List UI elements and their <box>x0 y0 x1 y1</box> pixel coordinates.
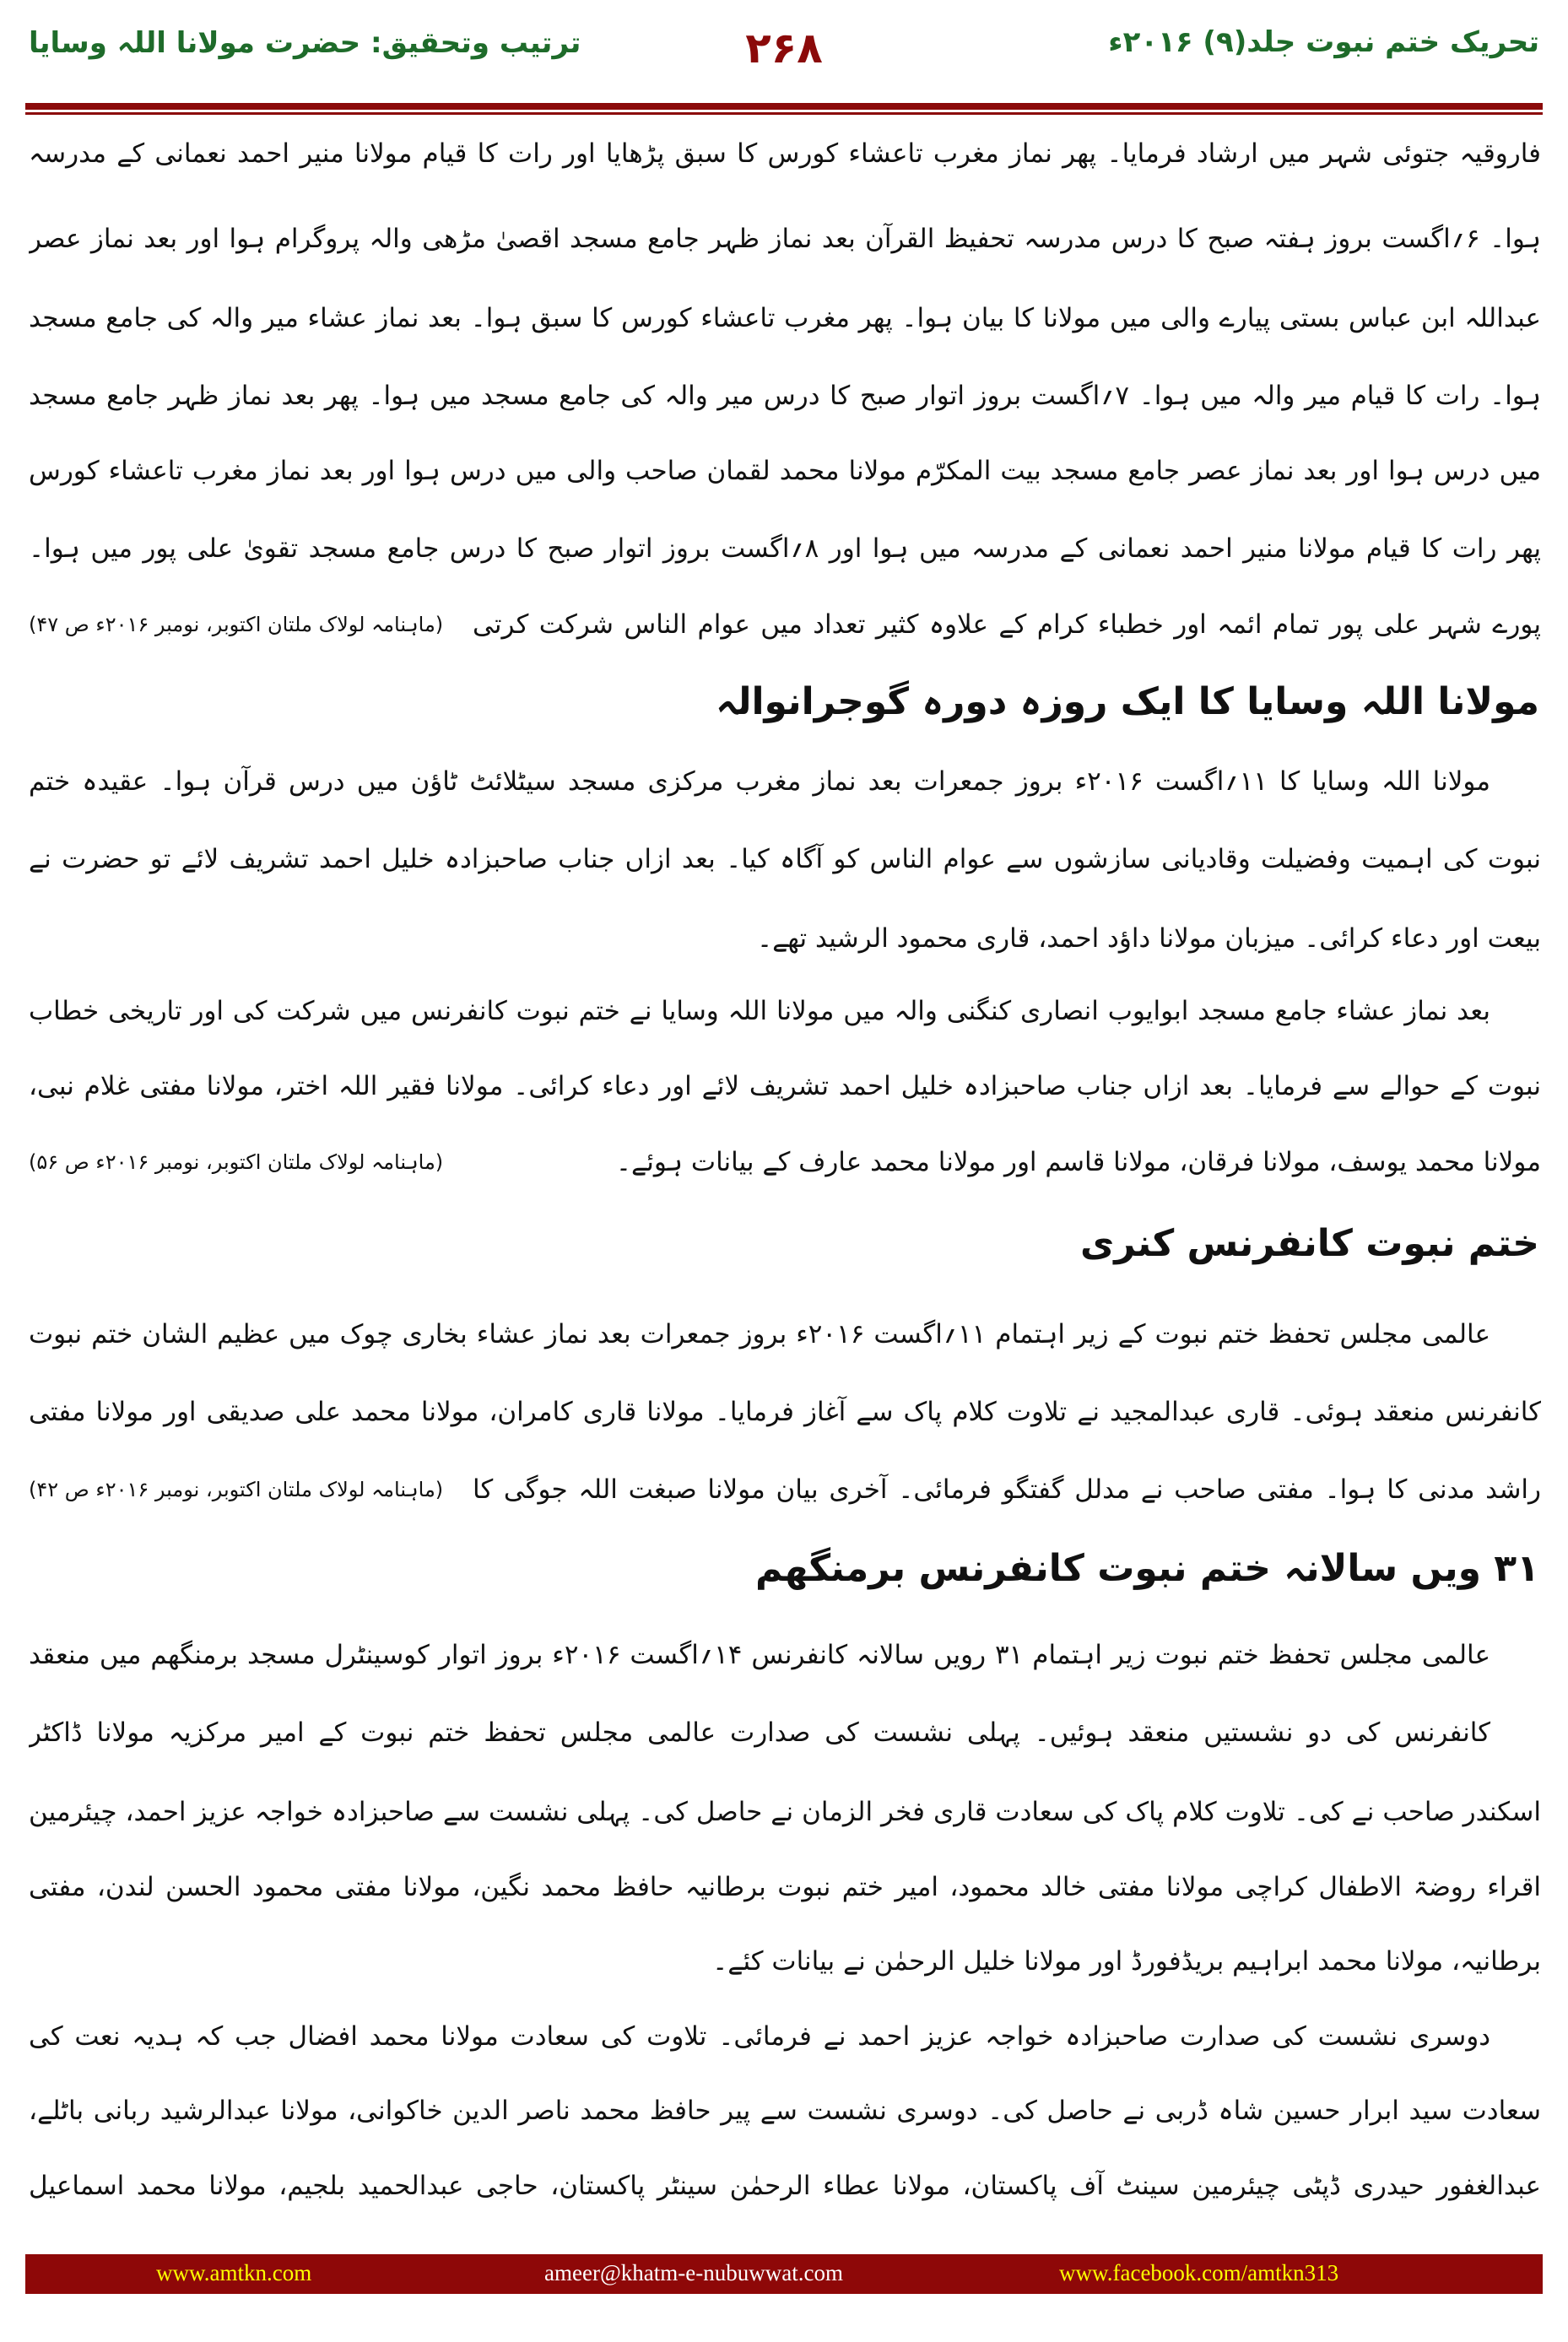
citation: (ماہنامہ لولاک ملتان اکتوبر، نومبر ۲۰۱۶ء ص ۴۲) <box>29 1478 444 1501</box>
section-heading: مولانا اللہ وسایا کا ایک روزہ دورہ گوجرانوالہ <box>716 680 1539 723</box>
book-title: تحریک ختم نبوت جلد(۹) ۲۰۱۶ء <box>1108 25 1539 59</box>
text-line: راشد مدنی کا ہوا۔ مفتی صاحب نے مدلل گفتگو فرمائی۔ آخری بیان مولانا صبغت اللہ جوگی کا <box>473 1474 1541 1505</box>
text-line: کانفرنس منعقد ہوئی۔ قاری عبدالمجید نے تلاوت کلام پاک سے آغاز فرمایا۔ مولانا قاری کامران، مولانا محمد علی صدیقی اور مولانا مفتی <box>29 1397 1541 1427</box>
page-number: ۲۶۸ <box>745 24 823 73</box>
text-line: بیعت اور دعاء کرائی۔ میزبان مولانا داؤد احمد، قاری محمود الرشید تھے۔ <box>756 923 1541 954</box>
text-line: ہوا۔ ۶؍اگست بروز ہفتہ صبح کا درس مدرسہ تحفیظ القرآن بعد نماز ظہر جامع مسجد اقصیٰ مڑھی والہ پروگرام ہوا اور بعد نماز عصر <box>29 224 1541 254</box>
text-line: مولانا محمد یوسف، مولانا فرقان، مولانا قاسم اور مولانا محمد عارف کے بیانات ہوئے۔ <box>615 1147 1541 1177</box>
text-line: مولانا اللہ وسایا کا ۱۱؍اگست ۲۰۱۶ء بروز جمعرات بعد نماز مغرب مرکزی مسجد سیٹلائٹ ٹاؤن میں درس قرآن ہوا۔ عقیدہ ختم <box>29 766 1491 797</box>
email-link[interactable]: ameer@khatm-e-nubuwwat.com <box>544 2260 843 2285</box>
footer-bar <box>25 2254 1543 2294</box>
text-line: ہوا۔ رات کا قیام میر والہ میں ہوا۔ ۷؍اگست بروز اتوار صبح کا درس میر والہ کی جامع مسجد میں ہوا۔ پھر بعد نماز ظہر جامع مسجد <box>29 381 1541 411</box>
text-line: فاروقیہ جتوئی شہر میں ارشاد فرمایا۔ پھر نماز مغرب تاعشاء کورس کا سبق پڑھایا اور رات کا قیام مولانا منیر احمد نعمانی کے مدرسہ <box>29 138 1541 169</box>
text-line: اسکندر صاحب نے کی۔ تلاوت کلام پاک کی سعادت قاری فخر الزمان نے حاصل کی۔ پہلی نشست سے صاحبزادہ خواجہ عزیز احمد، چیئرمین <box>29 1797 1541 1827</box>
website-link[interactable]: www.amtkn.com <box>156 2260 312 2285</box>
text-line: عبداللہ ابن عباس بستی پیارے والی میں مولانا کا بیان ہوا۔ پھر مغرب تاعشاء کورس کا سبق ہوا۔ بعد نماز عشاء میر والہ کی جامع مسجد <box>29 303 1541 333</box>
compiler-credit: ترتیب وتحقیق: حضرت مولانا اللہ وسایا <box>29 26 581 60</box>
text-line: بعد نماز عشاء جامع مسجد ابوایوب انصاری کنگنی والہ میں مولانا اللہ وسایا نے ختم نبوت کانفرنس میں شرکت کی اور تاریخی خطاب <box>29 996 1490 1026</box>
citation: (ماہنامہ لولاک ملتان اکتوبر، نومبر ۲۰۱۶ء ص ۴۷) <box>29 613 444 636</box>
facebook-link[interactable]: www.facebook.com/amtkn313 <box>1059 2260 1339 2285</box>
text-line: نبوت کی اہمیت وفضیلت وقادیانی سازشوں سے عوام الناس کو آگاہ کیا۔ بعد ازاں جناب صاحبزادہ خلیل احمد تشریف لائے تو حضرت نے <box>29 844 1541 874</box>
text-line: عبدالغفور حیدری ڈپٹی چیئرمین سینٹ آف پاکستان، مولانا عطاء الرحمٰن سینٹر پاکستان، حاجی عبدالحمید بلجیم، مولانا محمد اسماعیل <box>29 2171 1541 2201</box>
section-heading: ختم نبوت کانفرنس کنری <box>1079 1222 1539 1265</box>
text-line: کانفرنس کی دو نشستیں منعقد ہوئیں۔ پہلی نشست کی صدارت عالمی مجلس تحفظ ختم نبوت کے امیر مرکزیہ مولانا ڈاکٹر <box>29 1717 1490 1748</box>
text-line: برطانیہ، مولانا محمد ابراہیم بریڈفورڈ اور مولانا خلیل الرحمٰن نے بیانات کئے۔ <box>712 1946 1541 1977</box>
text-line: نبوت کے حوالے سے فرمایا۔ بعد ازاں جناب صاحبزادہ خلیل احمد تشریف لائے اور دعاء کرائی۔ مولانا فقیر اللہ اختر، مولانا مفتی غلام نبی، <box>29 1071 1541 1101</box>
section-heading: ۳۱ ویں سالانہ ختم نبوت کانفرنس برمنگھم <box>754 1547 1539 1590</box>
text-line: پھر رات کا قیام مولانا منیر احمد نعمانی کے مدرسہ میں ہوا اور ۸؍اگست بروز اتوار صبح کا درس جامع مسجد تقویٰ علی پور میں ہوا۔ <box>29 533 1541 564</box>
header-rule <box>25 103 1543 110</box>
text-line: سعادت سید ابرار حسین شاہ ڈربی نے حاصل کی۔ دوسری نشست سے پیر حافظ محمد ناصر الدین خاکوانی، مولانا عبدالرشید ربانی باٹلے، <box>29 2096 1541 2126</box>
text-line: عالمی مجلس تحفظ ختم نبوت کے زیر اہتمام ۱۱؍اگست ۲۰۱۶ء بروز جمعرات بعد نماز عشاء بخاری چوک میں عظیم الشان ختم نبوت <box>29 1319 1491 1349</box>
text-line: عالمی مجلس تحفظ ختم نبوت زیر اہتمام ۳۱ رویں سالانہ کانفرنس ۱۴؍اگست ۲۰۱۶ء بروز اتوار کوسینٹرل مسجد برمنگھم میں منعقد <box>29 1640 1490 1670</box>
header-rule-thin <box>25 112 1543 115</box>
text-line: پورے شہر علی پور تمام ائمہ اور خطباء کرام کے علاوہ کثیر تعداد میں عوام الناس شرکت کرتی <box>473 609 1541 640</box>
text-line: اقراء روضۃ الاطفال کراچی مولانا مفتی خالد محمود، امیر ختم نبوت برطانیہ حافظ محمد نگین، مولانا مفتی محمود الحسن لندن، مفتی <box>29 1872 1541 1902</box>
text-line: دوسری نشست کی صدارت صاحبزادہ خواجہ عزیز احمد نے فرمائی۔ تلاوت کی سعادت مولانا محمد افضال جب کہ ہدیہ نعت کی <box>29 2021 1490 2052</box>
text-line: میں درس ہوا اور بعد نماز عصر جامع مسجد بیت المکرّم مولانا محمد لقمان صاحب والی میں درس ہوا اور بعد نماز مغرب تاعشاء کورس <box>29 456 1541 486</box>
citation: (ماہنامہ لولاک ملتان اکتوبر، نومبر ۲۰۱۶ء ص ۵۶) <box>29 1150 444 1174</box>
